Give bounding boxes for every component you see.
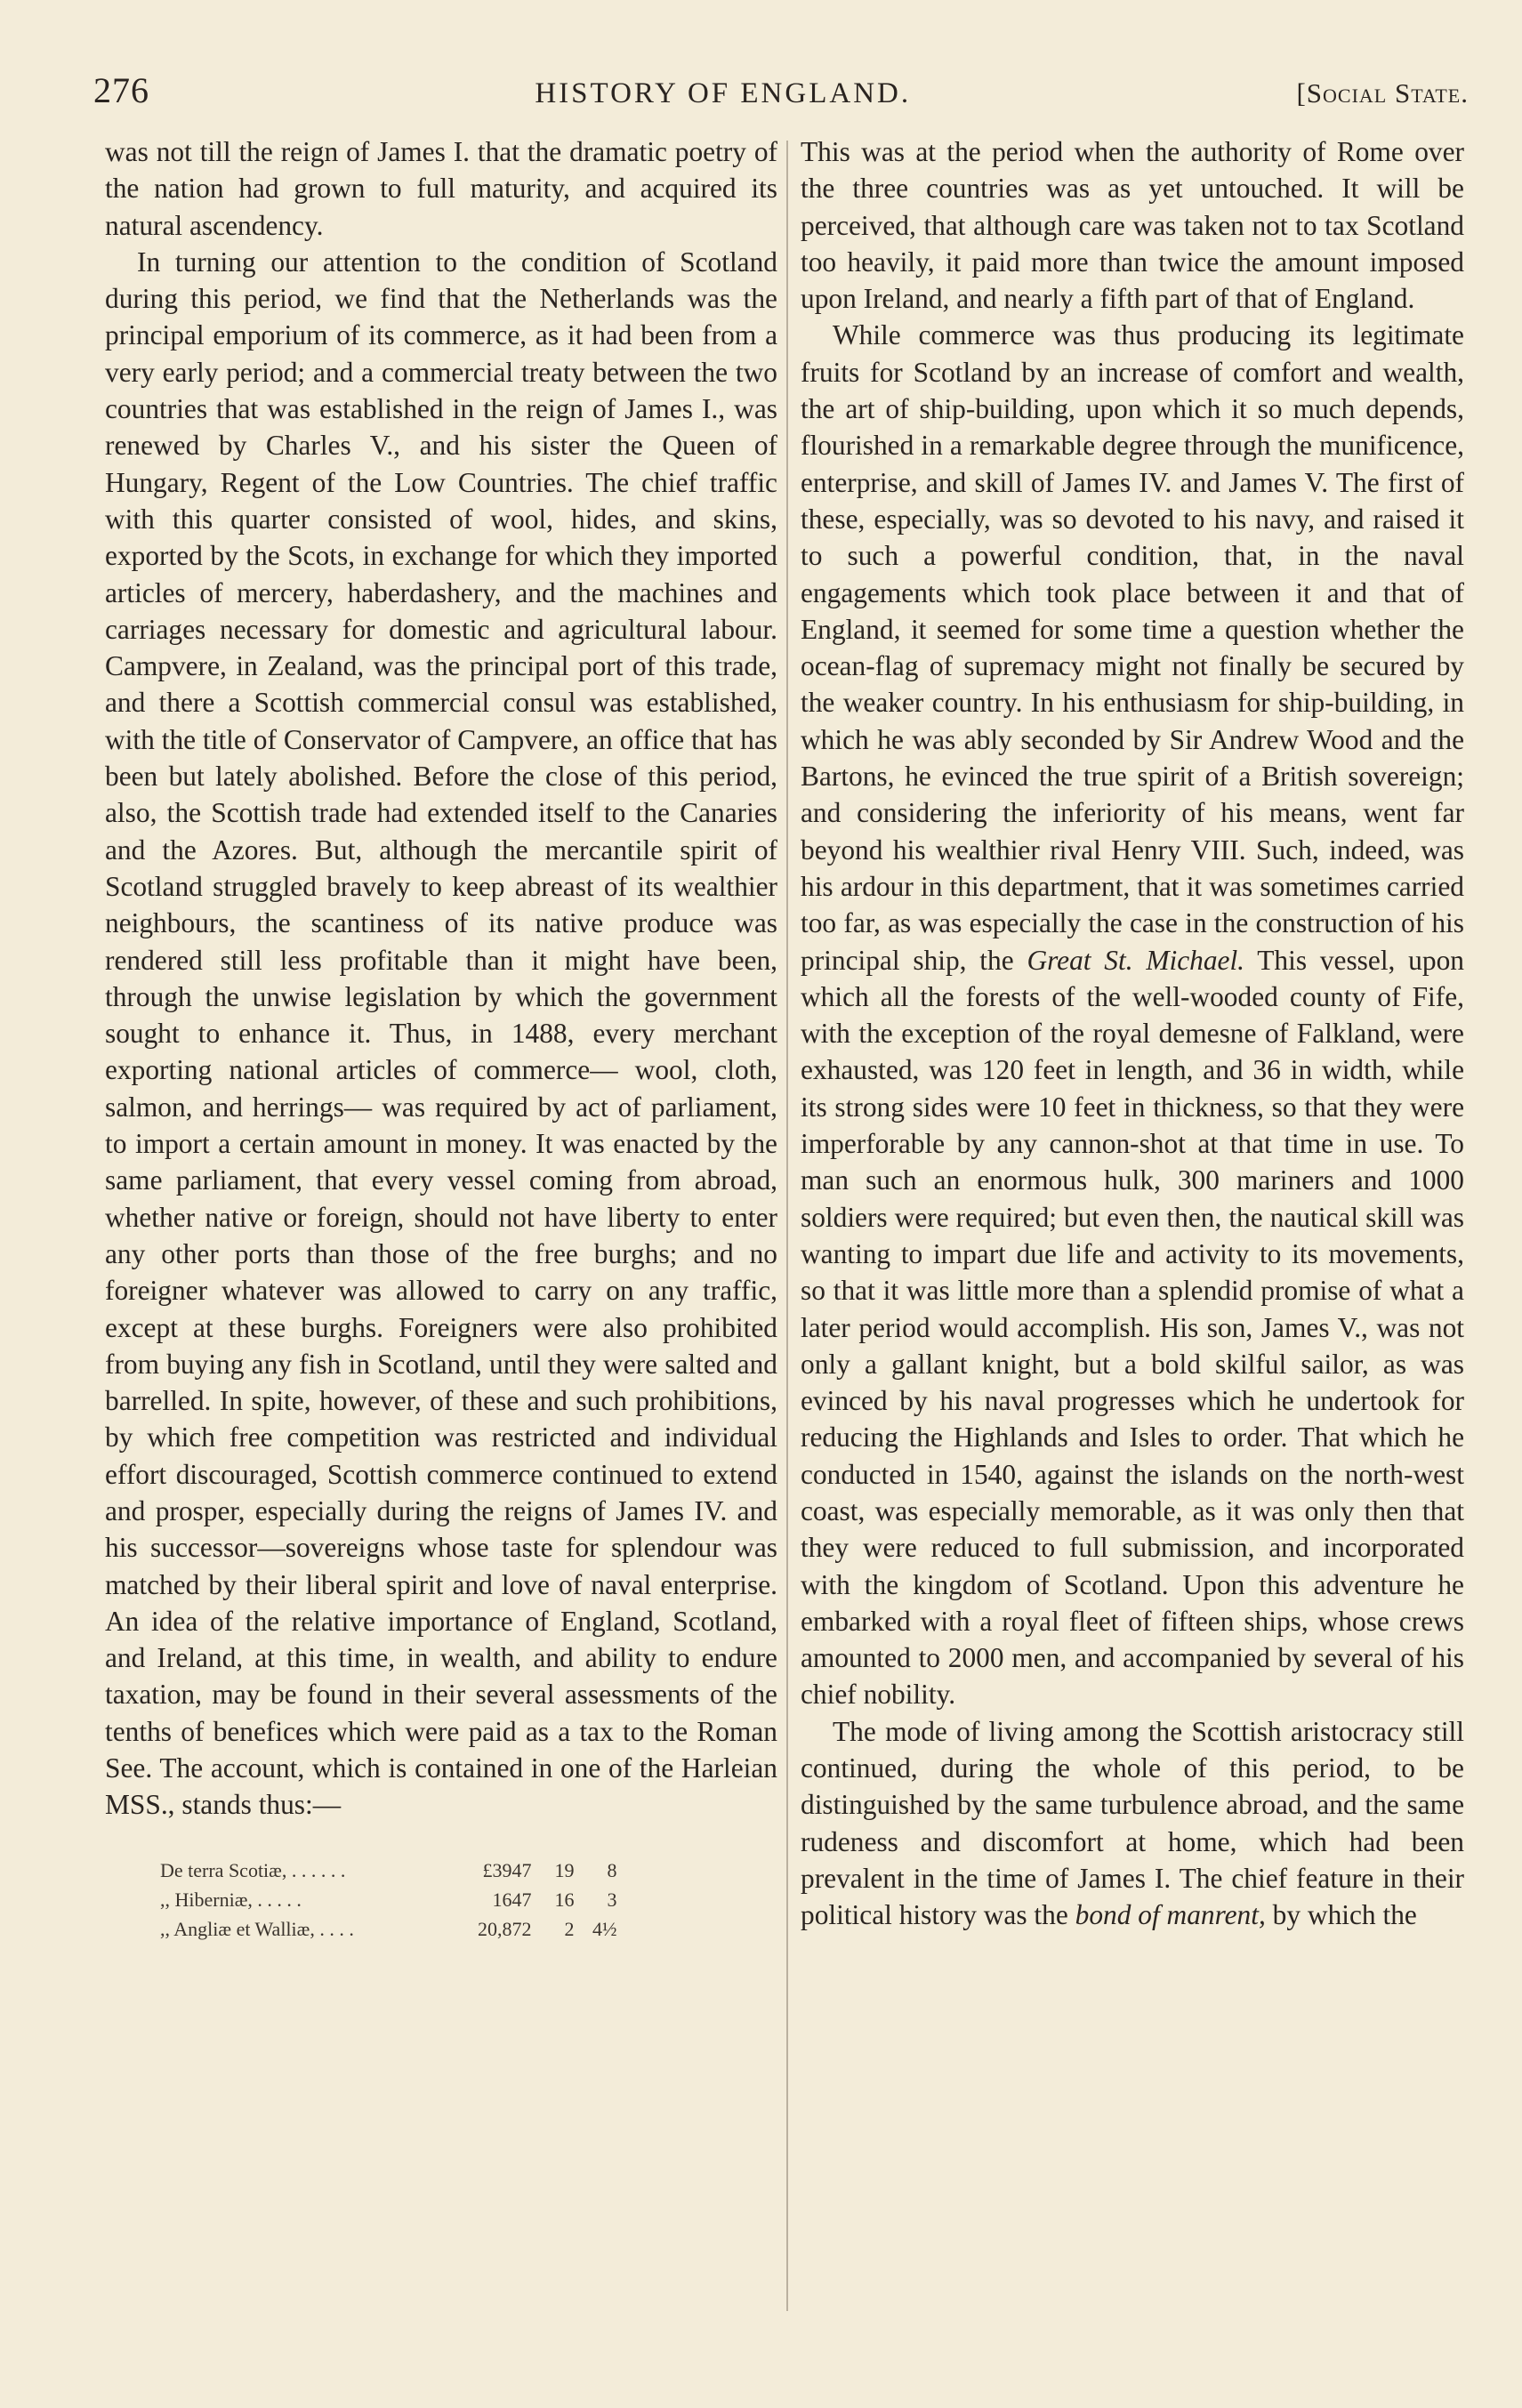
column-divider <box>786 141 788 2311</box>
row-shillings: 19 <box>554 1858 575 1881</box>
table-row <box>160 1856 617 1885</box>
right-column <box>801 133 1464 1934</box>
assessment-table <box>160 1856 617 1944</box>
table-row <box>160 1885 617 1914</box>
row-pence: 8 <box>607 1858 617 1881</box>
running-title: HISTORY OF ENGLAND. <box>535 77 912 109</box>
paragraph-rome-authority: This was at the period when the authority of Rome over the three countries was as yet untouched. It will be perceived, that although care was taken not to tax Scotland too heavily, it paid more than twice the amount imposed upon Ireland, and nearly a fifth part of that of England. <box>801 136 1464 315</box>
row-pence: 4½ <box>592 1917 617 1940</box>
ship-name: Great St. Michael. <box>1027 944 1245 976</box>
paragraph-aristocracy <box>801 1713 1464 1934</box>
row-label: De terra Scotiæ, . . . . . . <box>160 1858 346 1881</box>
page-number: 276 <box>93 70 149 110</box>
paragraph-ship-building <box>801 317 1464 1712</box>
section-heading: [Social State. <box>1296 77 1469 109</box>
row-pounds: 1647 <box>492 1888 532 1911</box>
emphasis-term: bond of manrent, <box>1075 1899 1266 1931</box>
text-run: The mode of living among the Scottish aristocracy still continued, during the whole of this period, to be distinguished by the same turbulence abroad, and the same rudeness and discomfort at home, which had been prevalent in the time of James I. The chief feature in their political history was the <box>801 1715 1464 1931</box>
text-run: by which the <box>1265 1899 1417 1931</box>
row-pounds: 20,872 <box>478 1917 532 1940</box>
row-label: ,, Hiberniæ, . . . . . <box>160 1888 302 1911</box>
text-run: This vessel, upon which all the forests of the well-wooded county of Fife, with the exception of the royal demesne of Falkland, were exhausted, was 120 feet in length, and 36 in width, while its strong sides were 10 feet in thickness, so that they were imperforable by any cannon-shot at that time in use. To man such an enormous hulk, 300 mariners and 1000 soldiers were required; but even then, the nautical skill was wanting to impart due life and activity to its movements, so that it was little more than a splendid promise of what a later period would accomplish. His son, James V., was not only a gallant knight, but a bold skilful sailor, as was evinced by his naval progresses which he undertook for reducing the Highlands and Isles to order. That which he conducted in 1540, against the islands on the north-west coast, was especially memorable, as it was only then that they were reduced to full submission, and incorporated with the kingdom of Scotland. Upon this adventure he embarked with a royal fleet of fifteen ships, whose crews amounted to 2000 men, and accompanied by several of his chief nobility. <box>801 944 1464 1711</box>
row-label: ,, Angliæ et Walliæ, . . . . <box>160 1917 354 1940</box>
paragraph-continuation: was not till the reign of James I. that the dramatic poetry of the nation had grown to full maturity, and acquired its natural ascendency. <box>105 136 777 241</box>
row-shillings: 16 <box>554 1888 575 1911</box>
row-pence: 3 <box>607 1888 617 1911</box>
row-shillings: 2 <box>564 1917 575 1940</box>
page-header <box>93 69 1469 123</box>
row-pounds: £3947 <box>482 1858 532 1881</box>
left-column <box>105 133 777 1944</box>
text-run: While commerce was thus producing its legitimate fruits for Scotland by an increase of comfort and wealth, the art of ship-building, upon which it so much depends, flourished in a remarkable degree through the munificence, enterprise, and skill of James IV. and James V. The first of these, especially, was so devoted to his navy, and raised it to such a powerful condition, that, in the naval engagements which took place between it and that of England, it seemed for some time a question whether the ocean-flag of supremacy might not finally be secured by the weaker country. In his enthusiasm for ship-building, in which he was ably seconded by Sir Andrew Wood and the Bartons, he evinced the true spirit of a British sovereign; and considering the inferiority of his means, went far beyond his wealthier rival Henry VIII. Such, indeed, was his ardour in this department, that it was sometimes carried too far, as was especially the case in the construction of his principal ship, the <box>801 319 1464 976</box>
paragraph-scottish-commerce: In turning our attention to the condition of Scotland during this period, we find that the Netherlands was the principal emporium of its commerce, as it had been from a very early period; and a commercial treaty between the two countries that was established in the reign of James I., was renewed by Charles V., and his sister the Queen of Hungary, Regent of the Low Countries. The chief traffic with this quarter consisted of wool, hides, and skins, exported by the Scots, in exchange for which they imported articles of mercery, haberdashery, and the machines and carriages necessary for domestic and agricultural labour. Campvere, in Zealand, was the principal port of this trade, and there a Scottish commercial consul was established, with the title of Conservator of Campvere, an office that has been but lately abolished. Before the close of this period, also, the Scottish trade had extended itself to the Canaries and the Azores. But, although the mercantile spirit of Scotland struggled bravely to keep abreast of its wealthier neighbours, the scantiness of its native produce was rendered still less profitable than it might have been, through the unwise legislation by which the government sought to enhance it. Thus, in 1488, every merchant exporting national articles of commerce— wool, cloth, salmon, and herrings— was required by act of parliament, to import a certain amount in money. It was enacted by the same parliament, that every vessel coming from abroad, whether native or foreign, should not have liberty to enter any other ports than those of the free burghs; and no foreigner whatever was allowed to carry on any traffic, except at these burghs. Foreigners were also prohibited from buying any fish in Scotland, until they were salted and barrelled. In spite, however, of these and such prohibitions, by which free competition was restricted and individual effort discouraged, Scottish commerce continued to extend and prosper, especially during the reigns of James IV. and his successor—sovereigns whose taste for splendour was matched by their liberal spirit and love of naval enterprise. An idea of the relative importance of England, Scotland, and Ireland, at this time, in wealth, and ability to endure taxation, may be found in their several assessments of the tenths of benefices which were paid as a tax to the Roman See. The account, which is contained in one of the Harleian MSS., stands thus:— <box>105 246 777 1821</box>
table-row <box>160 1914 617 1944</box>
